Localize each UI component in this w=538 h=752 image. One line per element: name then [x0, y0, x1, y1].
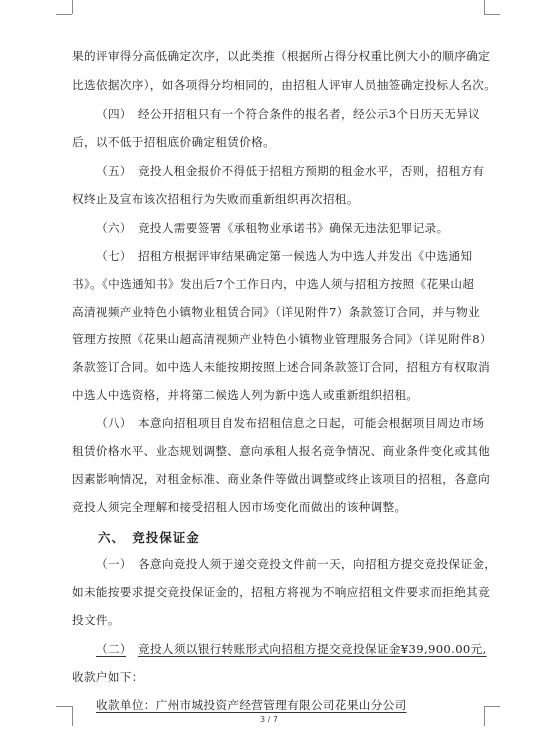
- crop-mark-top-right-v: [484, 0, 485, 14]
- text-line: 因素影响情况，对租金标准、商业条件等做出调整或终止该项目的招租，各意向: [72, 472, 491, 486]
- section6-clause-2-line: [96, 641, 487, 657]
- crop-mark-top-right-h: [484, 14, 500, 15]
- section6-clause-1-line: （一） 各意向竞投人须于递交竞投文件前一天，向招租方提交竞投保证金，: [96, 557, 497, 571]
- text-line: 条款签订合同。如中选人未能按期按照上述合同条款签订合同，招租方有权取消: [72, 360, 491, 374]
- text-line: 高清视频产业特色小镇物业租赁合同》（详见附件7）条款签订合同，并与物业: [72, 305, 481, 319]
- crop-mark-top-left-v: [72, 0, 73, 14]
- clause-5-line: （五） 竞投人租金报价不得低于招租方预期的租金水平，否则，招租方有: [96, 164, 485, 178]
- clause-4-line: （四） 经公开招租只有一个符合条件的报名者，经公示3个日历天无异议: [96, 107, 481, 121]
- text-line: 收款户如下：: [72, 670, 144, 684]
- text-line: 如未能按要求提交竞投保证金的，招租方将视为不响应招租文件要求而拒绝其竞: [72, 585, 491, 599]
- text-line: 比选依据次序），如各项得分均相同的，由招租人评审人员抽签确定投标人名次。: [72, 78, 497, 92]
- deposit-amount-text: 竞投人须以银行转账形式向招租方提交竞投保证金¥39,900.00元,: [138, 642, 487, 656]
- clause-2-label: （二）: [96, 642, 127, 656]
- text-line: 中选人中选资格，并将第二候选人列为新中选人或重新组织招租。: [72, 388, 419, 402]
- clause-8-line: （八） 本意向招租项目自发布招租信息之日起，可能会根据项目周边市场: [96, 416, 485, 430]
- clause-7-line: （七） 招租方根据评审结果确定第一候选人为中选人并发出《中选通知: [96, 249, 473, 263]
- crop-mark-bottom-left-h: [56, 706, 72, 707]
- text-line: 竞投人须完全理解和接受招租人因市场变化而做出的该种调整。: [72, 500, 407, 514]
- text-line: 果的评审得分高低确定次序，以此类推（根据所占得分权重比例大小的顺序确定: [72, 49, 491, 63]
- clause-6-line: （六） 竞投人需要签署《承租物业承诺书》确保无违法犯罪记录。: [96, 221, 449, 235]
- crop-mark-top-left-h: [56, 14, 72, 15]
- section-heading: 六、 竞投保证金: [98, 530, 200, 545]
- crop-mark-bottom-right-h: [484, 706, 500, 707]
- payee-line: 收款单位：广州市城投资产经营管理有限公司花果山分公司: [96, 698, 407, 712]
- text-line: 投文件。: [72, 613, 120, 627]
- text-line: 后，以不低于招租底价确定租赁价格。: [72, 135, 276, 149]
- text-line: 管理方按照《花果山超高清视频产业特色小镇物业管理服务合同》（详见附件8）: [72, 332, 492, 346]
- page-number: 3 / 7: [260, 715, 278, 724]
- text-line: 书》。《中选通知书》发出后7个工作日内，中选人须与招租方按照《花果山超: [72, 277, 475, 291]
- text-line: 权终止及宣布该次招租行为失败而重新组织再次招租。: [72, 192, 359, 206]
- text-line: 租赁价格水平、业态规划调整、意向承租人报名竞争情况、商业条件变化或其他: [72, 444, 491, 458]
